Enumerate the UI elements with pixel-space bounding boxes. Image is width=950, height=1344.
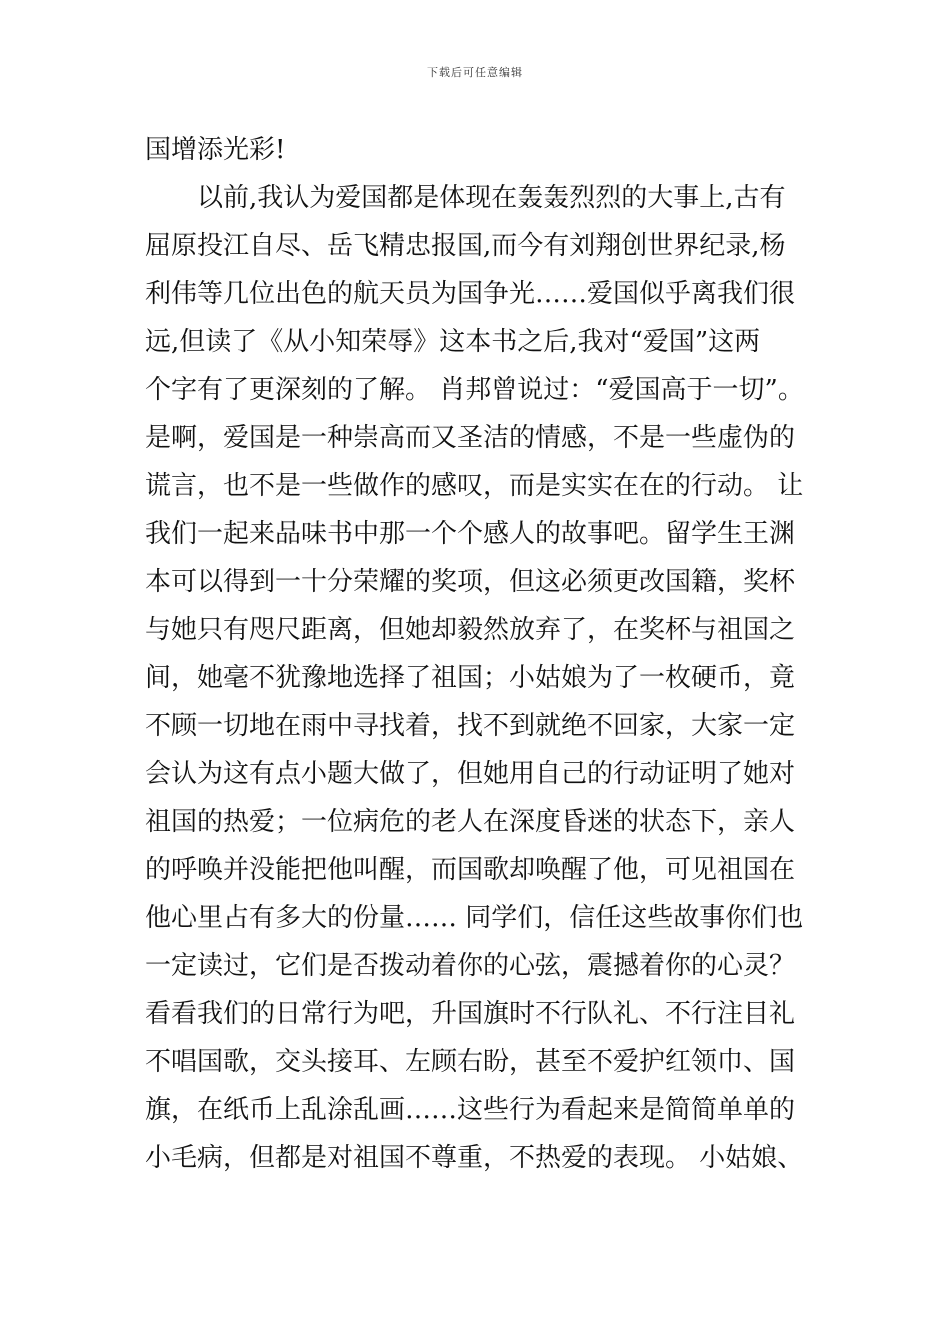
text-line: 我们一起来品味书中那一个个感人的故事吧。留学生王渊 bbox=[145, 519, 796, 549]
text-line: 以前,我认为爱国都是体现在轰轰烈烈的大事上,古有 bbox=[145, 183, 786, 213]
text-line: 他心里占有多大的份量…… 同学们，信任这些故事你们也 bbox=[145, 903, 804, 933]
text-line: 不顾一切地在雨中寻找着，找不到就绝不回家，大家一定 bbox=[145, 711, 796, 741]
text-line: 与她只有咫尺距离，但她却毅然放弃了，在奖杯与祖国之 bbox=[145, 615, 796, 645]
text-line: 远,但读了《从小知荣辱》这本书之后,我对“爱国”这两 bbox=[145, 327, 761, 357]
text-line: 旗，在纸币上乱涂乱画……这些行为看起来是简简单单的 bbox=[145, 1095, 796, 1125]
text-line: 谎言，也不是一些做作的感叹，而是实实在在的行动。 让 bbox=[145, 471, 804, 501]
text-line: 一定读过，它们是否拨动着你的心弦，震撼着你的心灵？ bbox=[145, 951, 796, 981]
document-body bbox=[145, 126, 820, 1182]
text-line: 国增添光彩! bbox=[145, 135, 286, 165]
text-line: 小毛病，但都是对祖国不尊重，不热爱的表现。 小姑娘、 bbox=[145, 1143, 804, 1173]
text-line: 个字有了更深刻的了解。 肖邦曾说过：“爱国高于一切”。 bbox=[145, 375, 804, 405]
text-line: 屈原投江自尽、岳飞精忠报国,而今有刘翔创世界纪录,杨 bbox=[145, 231, 786, 261]
page-header: 下载后可任意编辑 bbox=[427, 66, 523, 79]
text-line: 祖国的热爱；一位病危的老人在深度昏迷的状态下，亲人 bbox=[145, 807, 796, 837]
text-line: 看看我们的日常行为吧，升国旗时不行队礼、不行注目礼 bbox=[145, 999, 796, 1029]
text-line: 是啊，爱国是一种崇高而又圣洁的情感，不是一些虚伪的 bbox=[145, 423, 796, 453]
text-line: 间，她毫不犹豫地选择了祖国；小姑娘为了一枚硬币，竟 bbox=[145, 663, 796, 693]
text-line: 不唱国歌，交头接耳、左顾右盼，甚至不爱护红领巾、国 bbox=[145, 1047, 796, 1077]
text-line: 利伟等几位出色的航天员为国争光……爱国似乎离我们很 bbox=[145, 279, 796, 309]
text-line: 的呼唤并没能把他叫醒，而国歌却唤醒了他，可见祖国在 bbox=[145, 855, 796, 885]
text-line: 本可以得到一十分荣耀的奖项，但这必须更改国籍，奖杯 bbox=[145, 567, 796, 597]
text-line: 会认为这有点小题大做了，但她用自己的行动证明了她对 bbox=[145, 759, 796, 789]
